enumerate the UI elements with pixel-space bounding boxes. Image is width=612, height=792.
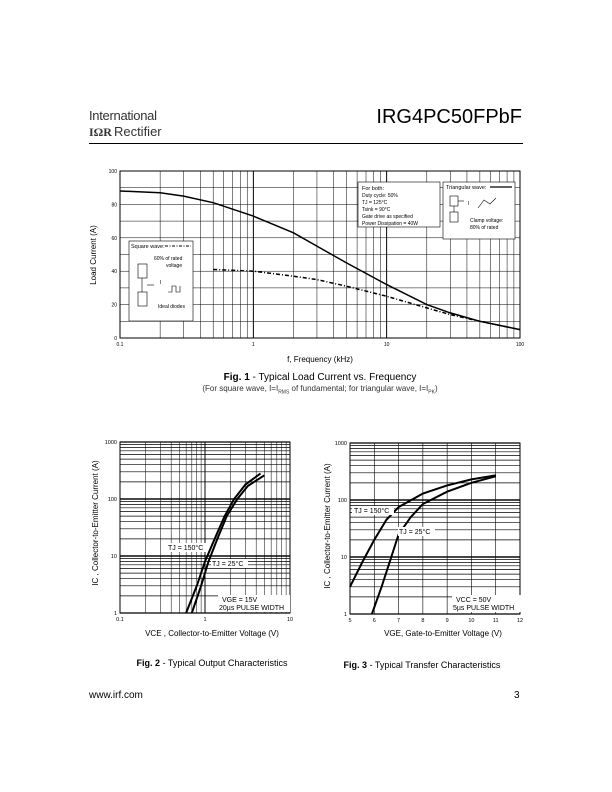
x-tick-label: 0.1 — [116, 617, 124, 623]
x-tick-label: 12 — [516, 618, 524, 624]
triangular-label: Triangular wave: — [446, 185, 487, 191]
square-note-2: voltage — [166, 263, 183, 269]
footer-url[interactable]: www.irf.com — [89, 690, 143, 701]
svg-text:TJ = 25°C: TJ = 25°C — [399, 529, 431, 536]
fig3-conditions — [452, 595, 522, 612]
fig2-label-tj25 — [211, 559, 248, 568]
forboth-line-5: Power Dissipation = 40W — [362, 221, 418, 227]
ior-logo-mark: IΩR — [89, 125, 112, 139]
square-label: Square wave: — [131, 244, 165, 250]
y-tick-label: 100 — [337, 498, 347, 504]
logo-international: International — [89, 108, 157, 123]
clamp-line-1: Clamp voltage: — [470, 218, 504, 224]
fig1-caption-label: Fig. 1 — [223, 372, 250, 383]
y-tick-label: 0 — [114, 336, 117, 342]
triangular-I-label: I — [468, 201, 470, 207]
x-tick-label: 11 — [492, 618, 499, 624]
part-number: IRG4PC50FPbF — [376, 106, 522, 128]
fig1-legend-forboth — [358, 182, 440, 227]
fig2-label-tj150 — [166, 543, 208, 552]
x-tick-label: 100 — [515, 342, 525, 348]
x-tick-label: 1 — [203, 617, 207, 623]
x-tick-label: 6 — [372, 618, 376, 624]
y-tick-label: 80 — [111, 202, 117, 209]
y-tick-label: 20 — [111, 302, 117, 309]
x-tick-label: 1 — [251, 342, 255, 348]
y-tick-label: 60 — [111, 235, 117, 242]
svg-text:5µs PULSE WIDTH: 5µs PULSE WIDTH — [453, 605, 515, 612]
page-number: 3 — [514, 690, 520, 701]
x-tick-label: 10 — [286, 617, 294, 623]
y-tick-label: 1000 — [334, 441, 347, 447]
fig2-ylabel: IC , Collector-to-Emitter Current (A) — [91, 460, 100, 586]
fig1-ylabel: Load Current (A) — [89, 225, 98, 285]
x-tick-label: 10 — [468, 618, 475, 624]
fig3-label-tj150 — [352, 506, 394, 515]
y-tick-label: 1000 — [104, 440, 117, 446]
forboth-line-4: Gate drive as specified — [362, 214, 413, 220]
forboth-line-1: Duty cycle: 50% — [362, 193, 398, 199]
fig3-caption: Fig. 3 - Typical Transfer Characteristics — [343, 660, 501, 670]
svg-text:VCC = 50V: VCC = 50V — [456, 597, 492, 604]
fig1-caption — [120, 372, 520, 383]
fig1-caption-note: (For square wave, $I=I_{RMS}$ of fundamental; for triangular wave, $I=I_{PK}$) — [202, 384, 438, 396]
x-tick-label: 10 — [383, 342, 390, 348]
svg-text:VGE = 15V: VGE = 15V — [222, 597, 258, 604]
series-line — [372, 476, 496, 614]
logo-rectifier-text: Rectifier — [113, 124, 162, 139]
svg-text:TJ = 150°C: TJ = 150°C — [354, 508, 390, 515]
clamp-line-2: 80% of rated — [470, 225, 499, 231]
fig1-legend-square — [129, 241, 193, 321]
y-tick-label: 40 — [111, 269, 117, 276]
square-note-1: 60% of rated — [154, 256, 183, 262]
fig1-caption-text: - Typical Load Current vs. Frequency — [249, 372, 417, 383]
svg-text:20µs PULSE WIDTH: 20µs PULSE WIDTH — [219, 605, 285, 612]
ideal-diodes-label: Ideal diodes — [158, 304, 185, 310]
fig3-label-tj25 — [398, 527, 435, 536]
x-tick-label: 0.1 — [116, 342, 124, 348]
x-tick-label: 8 — [421, 618, 425, 624]
fig1-legend-triangular — [443, 182, 515, 239]
square-I-label: I — [160, 280, 162, 286]
x-tick-label: 9 — [445, 618, 449, 624]
y-tick-label: 1 — [113, 611, 117, 617]
forboth-line-2: TJ = 125°C — [362, 200, 388, 206]
svg-text:TJ = 25°C: TJ = 25°C — [212, 561, 244, 568]
y-tick-label: 100 — [108, 169, 117, 175]
fig1-xlabel: f, Frequency (kHz) — [287, 355, 353, 364]
x-tick-label: 5 — [348, 618, 352, 624]
y-tick-label: 10 — [340, 555, 347, 561]
y-tick-label: 100 — [107, 497, 117, 503]
fig2-xlabel: VCE , Collector-to-Emitter Voltage (V) — [145, 629, 279, 638]
forboth-title: For both: — [362, 186, 385, 192]
fig3-ylabel: IC , Collector-to-Emitter Current (A) — [323, 463, 332, 589]
svg-text:TJ = 150°C: TJ = 150°C — [168, 545, 204, 552]
y-tick-label: 10 — [110, 554, 117, 560]
x-tick-label: 7 — [397, 618, 401, 624]
y-tick-label: 1 — [343, 612, 347, 618]
fig3-xlabel: VGE, Gate-to-Emitter Voltage (V) — [384, 629, 502, 638]
series-line — [213, 270, 520, 330]
fig2-conditions — [218, 595, 290, 612]
fig2-grid — [120, 442, 290, 613]
forboth-line-3: Tsink = 90°C — [362, 207, 391, 213]
fig2-caption: Fig. 2 - Typical Output Characteristics — [136, 658, 288, 668]
